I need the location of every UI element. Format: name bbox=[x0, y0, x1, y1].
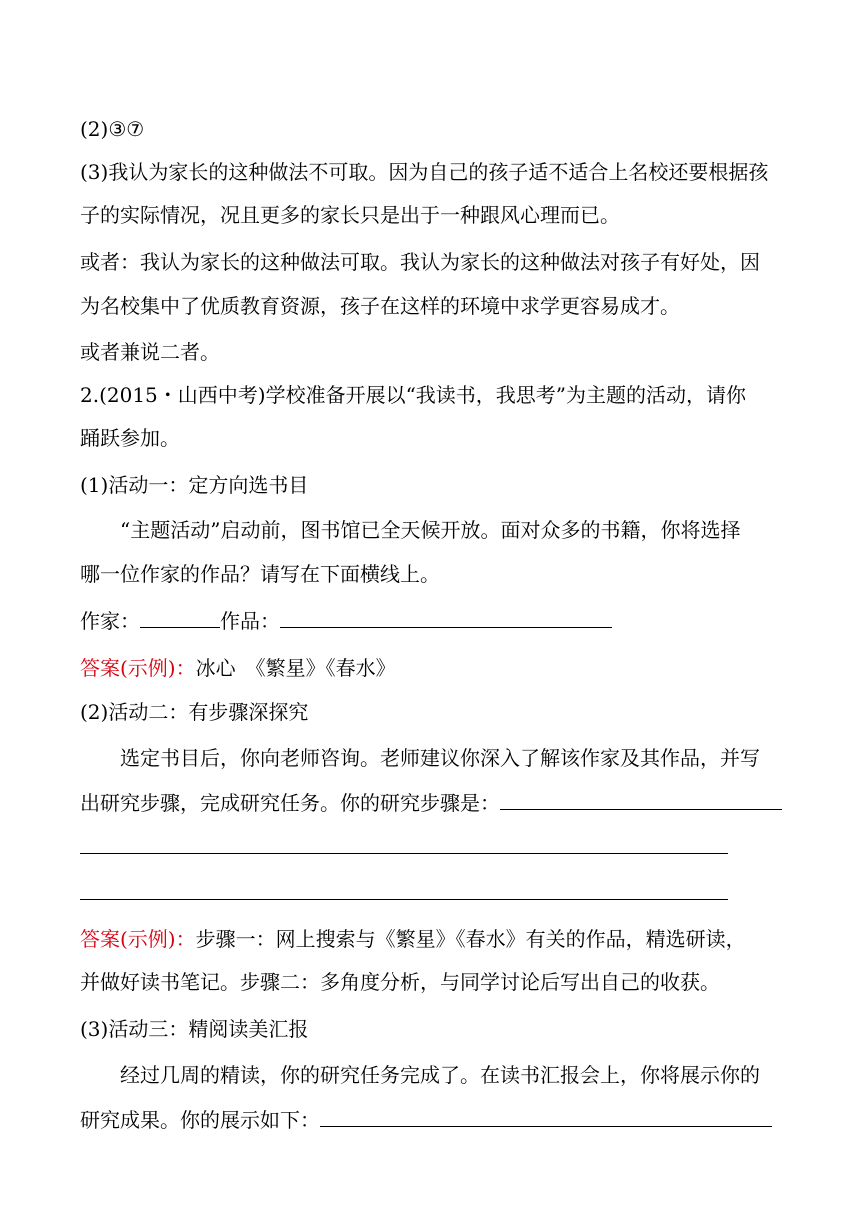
activity1-text-line1: “主题活动”启动前，图书馆已全天候开放。面对众多的书籍，你将选择 bbox=[120, 518, 741, 542]
answer-text: 冰心 《繁星》《春水》 bbox=[195, 656, 396, 680]
activity2-text-line2 bbox=[80, 791, 782, 815]
q1-part2: (2)③⑦ bbox=[80, 117, 145, 141]
answer-line[interactable] bbox=[80, 899, 728, 900]
q1-alt1-line2: 为名校集中了优质教育资源，孩子在这样的环境中求学更容易成才。 bbox=[80, 294, 680, 318]
activity2-text-line2-text: 出研究步骤，完成研究任务。你的研究步骤是： bbox=[80, 791, 500, 815]
activity3-text-line1: 经过几周的精读，你的研究任务完成了。在读书汇报会上，你将展示你的 bbox=[120, 1063, 760, 1087]
activity3-text-line2 bbox=[80, 1108, 772, 1132]
q1-alt2: 或者兼说二者。 bbox=[80, 340, 220, 364]
answer-label: 答案(示例)： bbox=[80, 656, 196, 680]
activity1-title: (1)活动一：定方向选书目 bbox=[80, 473, 309, 497]
author-blank[interactable] bbox=[140, 609, 220, 628]
activity2-title: (2)活动二：有步骤深探究 bbox=[80, 700, 309, 724]
activity1-text-line2: 哪一位作家的作品？请写在下面横线上。 bbox=[80, 562, 440, 586]
q1-part3-line1: (3)我认为家长的这种做法不可取。因为自己的孩子适不适合上名校还要根据孩 bbox=[80, 160, 769, 184]
q2-stem-line1: 2.(2015・山西中考)学校准备开展以“我读书，我思考”为主题的活动，请你 bbox=[80, 383, 747, 407]
work-blank[interactable] bbox=[280, 609, 612, 628]
showcase-blank[interactable] bbox=[320, 1108, 772, 1127]
answer-line[interactable] bbox=[80, 853, 728, 854]
activity2-answer-line1 bbox=[80, 927, 746, 951]
answer-text: 步骤一：网上搜索与《繁星》《春水》有关的作品，精选研读， bbox=[195, 927, 746, 951]
q2-stem-line2: 踊跃参加。 bbox=[80, 426, 180, 450]
activity1-answer bbox=[80, 656, 396, 680]
activity2-answer-line2: 并做好读书笔记。步骤二：多角度分析，与同学讨论后写出自己的收获。 bbox=[80, 970, 720, 994]
activity2-text-line1: 选定书目后，你向老师咨询。老师建议你深入了解该作家及其作品，并写 bbox=[120, 746, 760, 770]
author-label: 作家： bbox=[80, 609, 140, 633]
answer-label: 答案(示例)： bbox=[80, 927, 196, 951]
q1-part3-line2: 子的实际情况，况且更多的家长只是出于一种跟风心理而已。 bbox=[80, 203, 620, 227]
activity3-text-line2-text: 研究成果。你的展示如下： bbox=[80, 1108, 320, 1132]
work-label: 作品： bbox=[220, 609, 280, 633]
activity1-fill-line bbox=[80, 609, 612, 633]
q1-alt1-line1: 或者：我认为家长的这种做法可取。我认为家长的这种做法对孩子有好处，因 bbox=[80, 250, 760, 274]
activity3-title: (3)活动三：精阅读美汇报 bbox=[80, 1017, 309, 1041]
steps-blank[interactable] bbox=[500, 791, 782, 810]
